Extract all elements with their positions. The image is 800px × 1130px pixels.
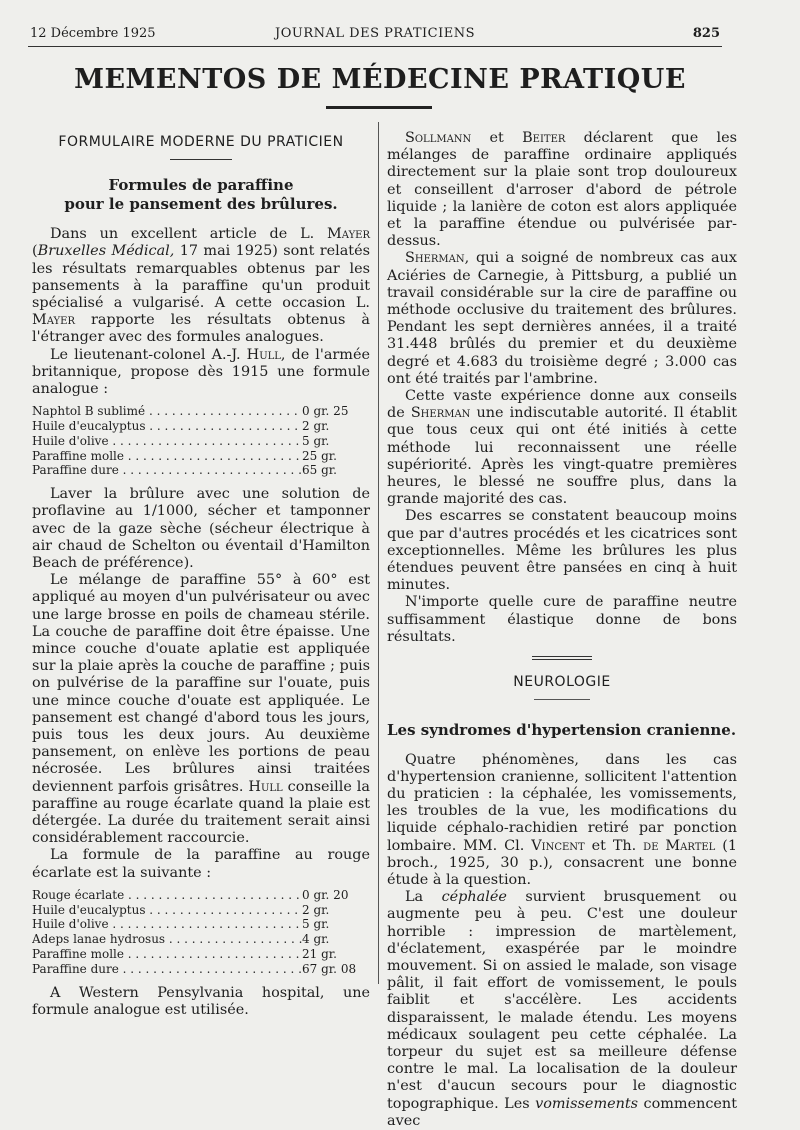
paragraph: Sherman, qui a soigné de nombreux cas aux Aciéries de Carnegie, à Pittsburg, a publié un travail considérable sur la cire de paraffine ou méthode occlusive du traitement des brûlures. Pendant les sept dernières années, il a traité 31.448 brûlés du premier et du deuxième degré et 4.683 du troisième degré ; 3.000 cas ont été traités par l'ambrine. [387,250,737,387]
author-name: Mayer [32,312,75,329]
paragraph: Dans un excellent article de L. Mayer (Bruxelles Médical, 17 mai 1925) sont relatés les résultats remarquables obtenus par les pansements à la paraffine qu'un produit spécialisé a vulgarisé. A cette occasion L. Mayer rapporte les résultats obtenus à l'étranger avec des formules analogues. [32,226,370,346]
author-name: Sherman [405,250,465,267]
formula-row: Huile d'olive . . . 5 gr. [32,917,370,932]
issue-date: 12 Décembre 1925 [30,26,156,41]
section-rule [534,699,590,700]
paragraph: A Western Pensylvania hospital, une formule analogue est utilisée. [32,984,370,1018]
formula-row: Paraffine dure . . . 67 gr. 08 [32,962,370,977]
formula-row: Huile d'eucalyptus . . . 2 gr. [32,903,370,918]
left-column [32,132,370,1019]
formula-row: Paraffine molle . . . 25 gr. [32,449,370,464]
running-head [30,26,720,46]
journal-title: Bruxelles Médical, [37,243,175,260]
formula-table-1 [32,404,370,478]
author-name: Sherman [410,405,471,422]
section-rule [170,159,232,160]
paragraph: Cette vaste expérience donne aux conseils de Sherman une indiscutable autorité. Il établit que tous ceux qui ont été initiés à cette méthode lui reconnaissent une réelle supériorité. Après les vingt-quatre premières heures, le blessé ne souffre plus, dans la grande majorité des cas. [387,388,737,508]
author-name: Hull [248,778,283,795]
italic-term: céphalée [441,889,507,906]
section-separator [532,656,592,660]
formula-row: Paraffine dure . . . 65 gr. [32,463,370,478]
author-name: Beiter [522,130,566,146]
formula-row: Paraffine molle . . . 21 gr. [32,947,370,962]
formula-row: Huile d'eucalyptus . . . 2 gr. [32,419,370,434]
page-number: 825 [692,26,720,41]
paragraph: La formule de la paraffine au rouge écarlate est la suivante : [32,847,370,881]
author-name: Vincent [531,837,585,854]
author-name: de Martel [643,837,716,854]
author-name: Mayer [327,226,370,243]
paragraph: Des escarres se constatent beaucoup moins que par d'autres procédés et les cicatrices sont exceptionnelles. Même les brûlures les plus étendues peuvent être pansées en cinq à huit minutes. [387,508,737,594]
author-name: Hull [246,346,281,363]
paragraph: Sollmann et Beiter déclarent que les mélanges de paraffine ordinaire appliqués directement sur la plaie sont trop douloureux et conseillent d'arroser d'abord de pétrole liquide ; la lanière de coton est alors appliquée et la paraffine étendue ou pulvérisée par-dessus. [387,130,738,250]
section-heading-formulaire: FORMULAIRE MODERNE DU PRATICIEN [58,134,344,150]
formula-row: Naphtol B sublimé . . . 0 gr. 25 [32,404,370,419]
page-title: MEMENTOS DE MÉDECINE PRATIQUE [74,64,686,95]
author-name: Sollmann [405,130,472,146]
title-rule [326,106,432,109]
article-title-paraffine: Formules de paraffine pour le pansement des brûlures. [64,176,338,214]
paragraph: Laver la brûlure avec une solution de proflavine au 1/1000, sécher et tamponner avec de la gaze sèche (sécheur électrique à air chaud de Schelton ou éventail d'Hamilton Beach de préférence). [32,486,370,572]
paragraph: La céphalée survient brusquement ou augmente peu à peu. C'est une douleur horrible : impression de martèlement, d'éclatement, exaspérée par le moindre mouvement. Si on assied le malade, son visage pâlit, il fait effort de vomissement, le pouls faiblit et s'accélère. Les accidents disparaissent, le malade étendu. Les moyens médicaux soulagent peu cette céphalée. La torpeur du sujet est sa meilleure défense contre le mal. La localisation de la douleur n'est d'aucun secours pour le diagnostic topographique. Les vomissements commencent avec [387,889,737,1129]
paragraph: Le lieutenant-colonel A.-J. Hull, de l'armée britannique, propose dès 1915 une formule analogue : [32,346,370,398]
paragraph: Le mélange de paraffine 55° à 60° est appliqué au moyen d'un pulvérisateur ou avec une large brosse en poils de chameau stérile. La couche de paraffine doit être épaisse. Une mince couche d'ouate aplatie est appliquée sur la plaie après la couche de paraffine ; puis on pulvérise de la paraffine sur l'ouate, puis une mince couche d'ouate est appliquée. Le pansement est changé d'abord tous les jours, puis tous les deux jours. Au deuxième pansement, on enlève les portions de peau nécrosée. Les brûlures ainsi traitées deviennent parfois grisâtres. Hull conseille la paraffine au rouge écarlate quand la plaie est détergée. La durée du traitement serait ainsi considérablement raccourcie. [32,572,370,847]
right-column [387,130,737,1130]
column-divider [378,122,379,984]
formula-row: Huile d'olive . . . 5 gr. [32,434,370,449]
header-rule [28,46,722,47]
formula-row: Rouge écarlate . . . 0 gr. 20 [32,888,370,903]
paragraph: N'importe quelle cure de paraffine neutre suffisamment élastique donne de bons résultats. [387,594,737,645]
journal-name: JOURNAL DES PRATICIENS [275,26,475,41]
italic-term: vomissements [535,1095,639,1112]
section-heading-neurologie: NEUROLOGIE [513,674,611,691]
formula-row: Adeps lanae hydrosus . . . 4 gr. [32,932,370,947]
formula-table-2 [32,888,370,977]
article-title-hypertension: Les syndromes d'hypertension cranienne. [387,721,737,740]
paragraph: Quatre phénomènes, dans les cas d'hypertension cranienne, sollicitent l'attention du praticien : la céphalée, les vomissements, les troubles de la vue, les modifications du liquide céphalo-rachidien retiré par ponction lombaire. MM. Cl. Vincent et Th. de Martel (1 broch., 1925, 30 p.), consacrent une bonne étude à la question. [387,751,738,888]
